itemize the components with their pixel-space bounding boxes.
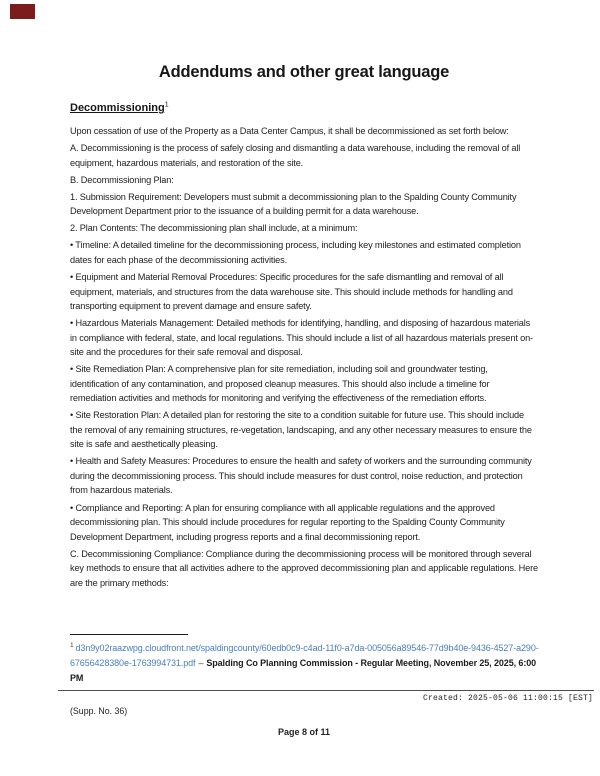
footnote-marker: 1	[70, 642, 74, 649]
paragraph: • Timeline: A detailed timeline for the decommissioning process, including key milestones and estimated completion dates for each phase of the decommissioning activities.	[70, 240, 521, 265]
paragraph: • Health and Safety Measures: Procedures to ensure the health and safety of workers and the surrounding community during the decommissioning process. This should include measures for dust control, noise reduction, and protection from hazardous materials.	[70, 456, 532, 496]
section-heading-text: Decommissioning	[70, 102, 165, 114]
footer-rule	[58, 690, 594, 691]
corner-red-mark	[10, 4, 35, 19]
footnote-link[interactable]: d3n9y02raazwpg.cloudfront.net/spaldingcounty/60edb0c9-c4ad-11f0-a7da-005056a89546-77d9b40e-9436-4527-a290-67656428380e-1763994731.pdf	[70, 643, 539, 668]
paragraph: Upon cessation of use of the Property as a Data Center Campus, it shall be decommissioned as set forth below:	[70, 126, 509, 136]
paragraph-list	[70, 124, 538, 590]
section-heading-decommissioning	[70, 101, 538, 115]
document-body	[70, 62, 538, 593]
footnote-dash: –	[198, 657, 204, 668]
paragraph: B. Decommissioning Plan:	[70, 174, 174, 185]
footnote-separator	[70, 634, 188, 635]
supplement-number: (Supp. No. 36)	[70, 706, 128, 716]
created-timestamp: Created: 2025-05-06 11:00:15 [EST]	[422, 694, 593, 703]
footnote-source: Spalding Co Planning Commission - Regular Meeting, November 25, 2025, 6:00 PM	[70, 657, 537, 683]
page-title: Addendums and other great language	[158, 63, 450, 81]
paragraph: 1. Submission Requirement: Developers must submit a decommissioning plan to the Spalding County Community Development Department prior to the issuance of a building permit for a data warehouse.	[70, 191, 517, 217]
page-number: Page 8 of 11	[277, 727, 331, 737]
paragraph: • Equipment and Material Removal Procedures: Specific procedures for the safe dismantling and removal of all equipment, materials, and structures from the data warehouse site. This should include methods for handling and transporting equipment to prevent damage and ensure safety.	[70, 272, 513, 312]
footnote-reference: 1	[164, 101, 169, 109]
paragraph: • Site Restoration Plan: A detailed plan for restoring the site to a condition suitable for future use. This should include the removal of any remaining structures, re-vegetation, landscaping, and any other necessary measures to ensure the site is safe and aesthetically pleasing.	[70, 410, 532, 450]
footnote-block	[70, 634, 540, 685]
paragraph: • Site Remediation Plan: A comprehensive plan for site remediation, including soil and groundwater testing, identification of any contamination, and proposed cleanup measures. This should also include a timeline for remediation activities and methods for monitoring and verifying the effectiveness of the remediation efforts.	[70, 364, 490, 404]
footnote-text	[70, 641, 540, 685]
paragraph: A. Decommissioning is the process of safely closing and dismantling a data warehouse, including the removal of all equipment, hazardous materials, and restoration of the site.	[70, 143, 521, 168]
paragraph: • Compliance and Reporting: A plan for ensuring compliance with all applicable regulations and the approved decommissioning plan. This should include procedures for regular reporting to the Spalding County Community Development Department, including progress reports and a final decommissioning report.	[70, 502, 505, 542]
paragraph: C. Decommissioning Compliance: Compliance during the decommissioning process will be monitored through several key methods to ensure that all activities adhere to the approved decommissioning plan and applicable regulations. Here are the primary methods:	[70, 548, 538, 588]
paragraph: 2. Plan Contents: The decommissioning plan shall include, at a minimum:	[70, 223, 358, 234]
paragraph: • Hazardous Materials Management: Detailed methods for identifying, handling, and disposing of hazardous materials in compliance with federal, state, and local regulations. This should include a list of all hazardous materials present on-site and the procedures for their safe removal and disposal.	[70, 318, 533, 358]
